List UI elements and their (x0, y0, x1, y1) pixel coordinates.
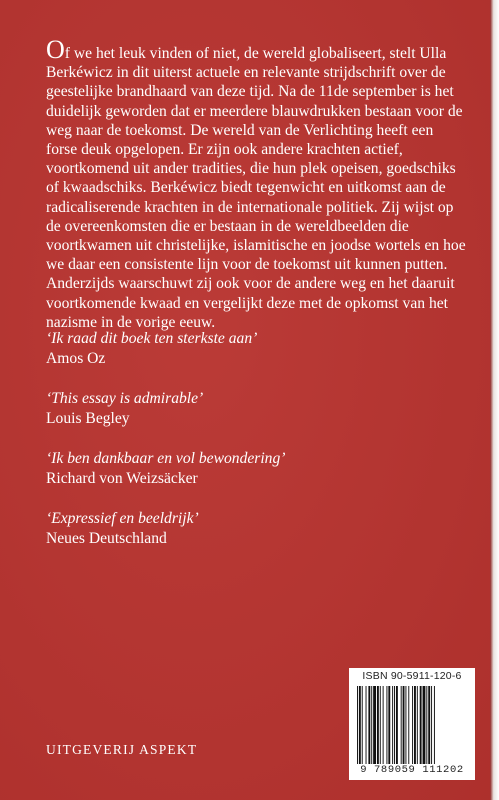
ean-number: 9 789059 111202 (360, 764, 464, 776)
quote-item (46, 329, 466, 369)
quote-source: Louis Begley (46, 410, 130, 427)
quote-item (46, 509, 466, 549)
quotes-list (46, 329, 466, 569)
quote-text: ‘Expressief en beeldrijk’ (46, 510, 199, 527)
barcode-panel (349, 668, 475, 780)
quote-text: ‘Ik ben dankbaar en vol bewondering’ (46, 450, 286, 467)
publisher-name: UITGEVERIJ ASPEKT (46, 742, 198, 757)
quote-source: Amos Oz (46, 350, 106, 367)
isbn-label: ISBN 90-5911-120-6 (362, 670, 462, 682)
quote-item (46, 449, 466, 489)
quote-source: Neues Deutschland (46, 530, 167, 547)
barcode-icon (357, 686, 469, 764)
quote-item (46, 389, 466, 429)
page-edge (490, 0, 499, 800)
quote-text: ‘Ik raad dit boek ten sterkste aan’ (46, 330, 258, 347)
quote-text: ‘This essay is admirable’ (46, 390, 204, 407)
blurb-text: Of we het leuk vinden of niet, de wereld globaliseert, stelt Ulla Berkéwicz in dit uiterst actuele en relevante strijdschrift over de geestelijke brandhaard van deze tijd. Na de 11de september is het duidelijk geworden dat er meerdere blauwdrukken bestaan voor de weg naar de toekomst. De wereld van de Verlichting heeft een forse deuk opgelopen. Er zijn ook andere krachten actief, voortkomend uit ander tradities, die hun plek opeisen, goedschiks of kwaadschiks. Berkéwicz biedt tegenwicht en uitkomst aan de radicaliserende krachten in de internationale politiek. Zij wijst op de overeenkomsten die er bestaan in de wereldbeelden die voortkwamen uit christelijke, islamitische en joodse wortels en hoe we daar een consistente lijn voor de toekomst uit kunnen putten. Anderzijds waarschuwt zij ook voor de andere weg en het daaruit voortkomende kwaad en vergelijkt deze met de opkomst van het nazisme in de vorige eeuw. (46, 35, 466, 331)
quote-source: Richard von Weizsäcker (46, 470, 198, 487)
